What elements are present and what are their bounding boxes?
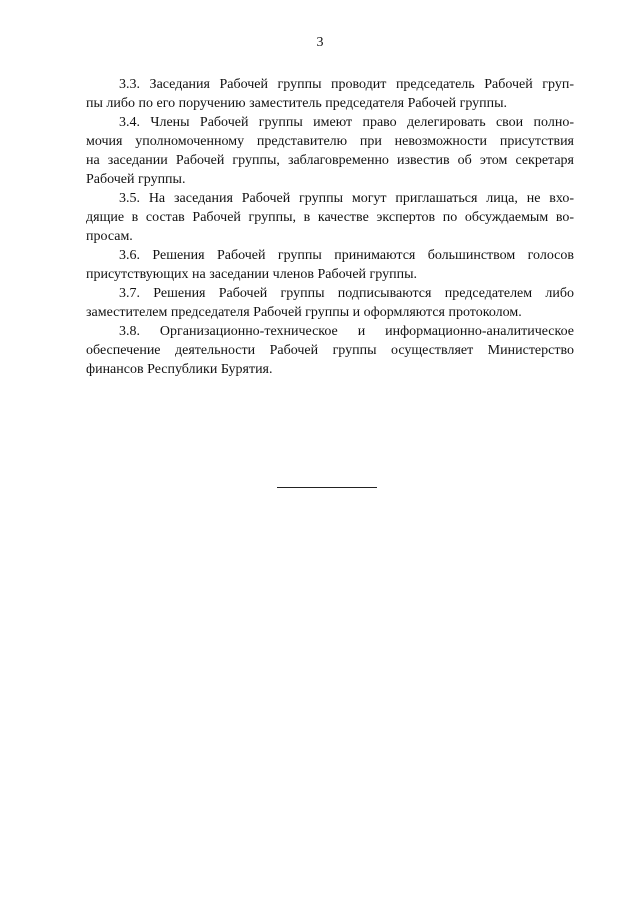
text-line: заместителем председателя Рабочей группы и оформляются протоколом.	[86, 305, 522, 320]
paragraph-3-3	[86, 75, 574, 113]
text-line: финансов Республики Бурятия.	[86, 362, 273, 377]
text-line: 3.5. На заседания Рабочей группы могут приглашаться лица, не вхо-	[119, 191, 574, 206]
text-line: Рабочей группы.	[86, 172, 186, 187]
paragraph-3-4	[86, 113, 574, 189]
paragraph-3-6	[86, 246, 574, 284]
text-line: 3.6. Решения Рабочей группы принимаются большинством голосов	[119, 248, 574, 263]
text-line: 3.7. Решения Рабочей группы подписываются председателем либо	[119, 286, 574, 301]
text-line: мочия уполномоченному представителю при невозможности присутствия	[86, 134, 574, 149]
paragraph-3-8	[86, 322, 574, 379]
text-line: 3.4. Члены Рабочей группы имеют право делегировать свои полно-	[119, 115, 574, 130]
text-line: присутствующих на заседании членов Рабочей группы.	[86, 267, 417, 282]
paragraph-3-5	[86, 189, 574, 246]
text-line: просам.	[86, 229, 133, 244]
page-number: 3	[316, 35, 324, 50]
text-line: на заседании Рабочей группы, заблаговременно известив об этом секретаря	[86, 153, 574, 168]
text-line: пы либо по его поручению заместитель председателя Рабочей группы.	[86, 96, 508, 111]
text-line: обеспечение деятельности Рабочей группы осуществляет Министерство	[86, 343, 574, 358]
document-body	[86, 75, 574, 379]
text-line: 3.3. Заседания Рабочей группы проводит председатель Рабочей груп-	[119, 77, 574, 92]
paragraph-3-7	[86, 284, 574, 322]
text-line: 3.8. Организационно-техническое и информационно-аналитическое	[119, 324, 574, 339]
end-separator-line	[277, 487, 377, 488]
text-line: дящие в состав Рабочей группы, в качестве экспертов по обсуждаемым во-	[86, 210, 574, 225]
